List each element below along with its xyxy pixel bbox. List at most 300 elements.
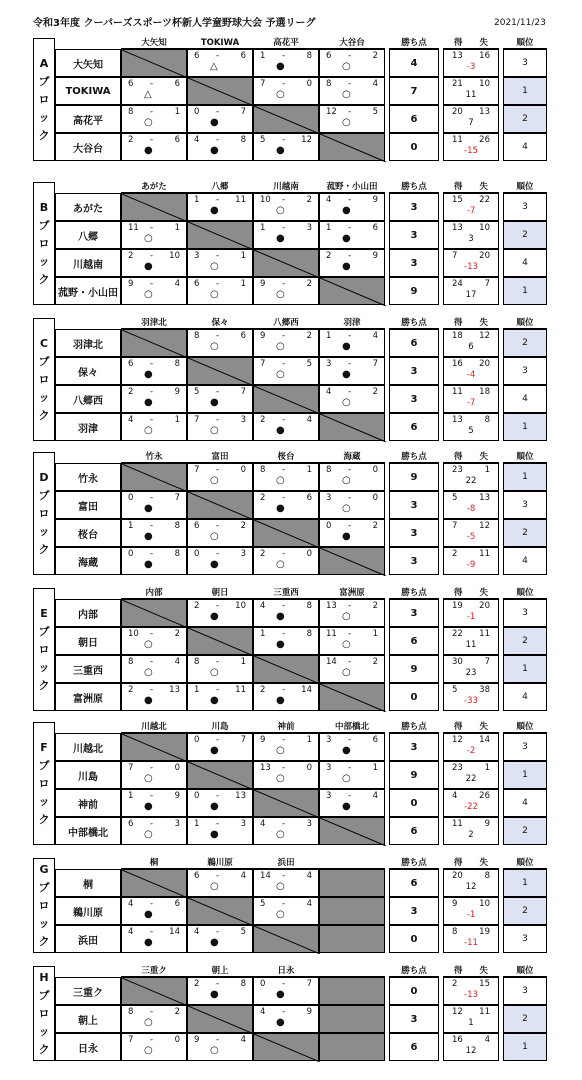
score-own: 2 xyxy=(128,251,134,261)
score-own: 1 xyxy=(128,791,134,801)
team-name: あがた xyxy=(55,193,121,221)
runs-allowed: 20 xyxy=(479,251,490,261)
self-match-cell xyxy=(319,277,385,305)
result-mark: ● xyxy=(210,745,219,756)
points-cell: 6 xyxy=(389,329,439,357)
score-dash: - xyxy=(216,387,220,397)
score-own: 0 xyxy=(128,549,134,559)
result-mark: ○ xyxy=(276,829,285,840)
points-cell: 7 xyxy=(389,77,439,105)
result-mark: △ xyxy=(144,89,152,100)
team-name: 鵜川原 xyxy=(55,897,121,925)
score-opp: 0 xyxy=(372,493,378,503)
runs-allowed: 13 xyxy=(479,107,490,117)
rank-cell: 2 xyxy=(503,1005,547,1033)
score-dash: - xyxy=(150,135,154,145)
score-own: 1 xyxy=(326,223,332,233)
gain-lose-cell xyxy=(443,1033,499,1061)
runs-allowed: 20 xyxy=(479,601,490,611)
match-score xyxy=(187,277,253,305)
result-mark: ● xyxy=(144,801,153,812)
score-dash: - xyxy=(150,657,154,667)
score-own: 7 xyxy=(260,359,266,369)
points-header: 勝ち点 xyxy=(389,966,439,977)
result-mark: ● xyxy=(210,397,219,408)
result-mark: ○ xyxy=(276,909,285,920)
score-own: 9 xyxy=(128,279,134,289)
score-dash: - xyxy=(348,601,352,611)
self-match-cell xyxy=(253,519,319,547)
result-mark: ○ xyxy=(276,341,285,352)
score-own: 0 xyxy=(128,493,134,503)
gain-lose-cell xyxy=(443,761,499,789)
score-opp: 5 xyxy=(372,107,378,117)
match-score xyxy=(319,357,385,385)
score-opp: 3 xyxy=(306,819,312,829)
score-dash: - xyxy=(348,251,352,261)
match-score xyxy=(187,683,253,711)
score-own: 6 xyxy=(194,871,200,881)
runs-scored: 20 xyxy=(452,871,463,881)
score-own: 4 xyxy=(128,415,134,425)
rank-cell: 1 xyxy=(503,655,547,683)
runs-allowed: 11 xyxy=(479,629,490,639)
score-dash: - xyxy=(282,415,286,425)
page-date: 2021/11/23 xyxy=(494,18,546,28)
runs-allowed: 8 xyxy=(484,415,490,425)
team-name: 三重ク xyxy=(55,977,121,1005)
score-dash: - xyxy=(150,107,154,117)
score-opp: 0 xyxy=(306,549,312,559)
rank-cell: 4 xyxy=(503,683,547,711)
match-score xyxy=(253,547,319,575)
block-label-char: E xyxy=(40,606,48,620)
result-mark: ● xyxy=(144,531,153,542)
match-score xyxy=(187,547,253,575)
gain-lose-cell xyxy=(443,463,499,491)
match-score xyxy=(121,249,187,277)
score-dash: - xyxy=(150,493,154,503)
match-score xyxy=(187,193,253,221)
team-name: 川越北 xyxy=(55,733,121,761)
match-score xyxy=(121,491,187,519)
match-score xyxy=(319,491,385,519)
rank-cell: 4 xyxy=(503,547,547,575)
rank-cell: 1 xyxy=(503,761,547,789)
runs-allowed: 11 xyxy=(479,1007,490,1017)
score-opp: 0 xyxy=(372,465,378,475)
league-block xyxy=(33,858,555,953)
rank-cell: 1 xyxy=(503,463,547,491)
block-label-char: ク xyxy=(38,934,50,948)
block-label-char: ロ xyxy=(38,898,50,912)
result-mark: ● xyxy=(210,937,219,948)
score-dash: - xyxy=(282,79,286,89)
score-dash: - xyxy=(348,223,352,233)
rank-cell: 3 xyxy=(503,491,547,519)
score-own: 1 xyxy=(194,685,200,695)
result-mark: ○ xyxy=(342,667,351,678)
team-name: 富田 xyxy=(55,491,121,519)
score-dash: - xyxy=(150,279,154,289)
runs-scored: 5 xyxy=(452,685,458,695)
match-score xyxy=(253,133,319,161)
run-difference: 11 xyxy=(465,90,477,100)
match-score xyxy=(253,683,319,711)
match-score xyxy=(319,519,385,547)
runs-scored: 13 xyxy=(452,223,463,233)
block-label-char: F xyxy=(40,740,48,754)
runs-scored: 13 xyxy=(452,51,463,61)
team-name: 朝日 xyxy=(55,627,121,655)
block-label-char: ク xyxy=(38,272,50,286)
score-dash: - xyxy=(348,387,352,397)
score-opp: 6 xyxy=(306,493,312,503)
league-block xyxy=(33,966,555,1061)
score-dash: - xyxy=(150,359,154,369)
result-mark: ● xyxy=(342,261,351,272)
score-opp: 6 xyxy=(174,899,180,909)
opponent-header: 高花平 xyxy=(253,38,319,49)
match-score xyxy=(253,599,319,627)
score-opp: 4 xyxy=(372,331,378,341)
score-dash: - xyxy=(216,521,220,531)
empty-cell xyxy=(319,897,385,925)
run-difference: 3 xyxy=(468,234,474,244)
result-mark: ○ xyxy=(342,611,351,622)
result-mark: ● xyxy=(144,937,153,948)
score-own: 2 xyxy=(128,685,134,695)
result-mark: ● xyxy=(276,1017,285,1028)
match-score xyxy=(187,519,253,547)
block-label-char: ッ xyxy=(38,390,50,404)
opponent-header: 羽津北 xyxy=(121,318,187,329)
score-opp: 4 xyxy=(306,871,312,881)
block-label-char: ク xyxy=(38,542,50,556)
league-block xyxy=(33,318,555,441)
score-opp: 1 xyxy=(240,279,246,289)
points-cell: 6 xyxy=(389,105,439,133)
match-score xyxy=(187,249,253,277)
gain-lose-cell xyxy=(443,683,499,711)
block-label-char: D xyxy=(39,470,49,484)
score-own: 8 xyxy=(326,79,332,89)
score-dash: - xyxy=(150,685,154,695)
score-own: 9 xyxy=(194,1035,200,1045)
score-own: 8 xyxy=(326,465,332,475)
block-label-char: ク xyxy=(38,408,50,422)
run-difference: -9 xyxy=(466,560,476,570)
run-difference: 7 xyxy=(468,118,474,128)
result-mark: ○ xyxy=(144,1017,153,1028)
match-score xyxy=(187,925,253,953)
score-own: 2 xyxy=(260,415,266,425)
run-difference: -3 xyxy=(466,62,476,72)
run-difference: -4 xyxy=(466,370,476,380)
score-own: 4 xyxy=(128,899,134,909)
gain-lose-cell xyxy=(443,249,499,277)
match-score xyxy=(253,491,319,519)
score-opp: 1 xyxy=(372,763,378,773)
score-opp: 0 xyxy=(174,763,180,773)
score-dash: - xyxy=(282,601,286,611)
rank-cell: 3 xyxy=(503,733,547,761)
score-own: 10 xyxy=(260,195,271,205)
runs-allowed: 7 xyxy=(484,279,490,289)
opponent-header: 朝日 xyxy=(187,588,253,599)
score-dash: - xyxy=(282,899,286,909)
block-label-char: ッ xyxy=(38,916,50,930)
opponent-header: 桐 xyxy=(121,858,187,869)
block-label xyxy=(33,318,55,441)
score-own: 9 xyxy=(260,735,266,745)
runs-allowed: 22 xyxy=(479,195,490,205)
block-label-char: ク xyxy=(38,812,50,826)
score-own: 3 xyxy=(326,791,332,801)
score-dash: - xyxy=(150,1035,154,1045)
block-header-row xyxy=(55,38,555,49)
gain-lose-cell xyxy=(443,925,499,953)
score-opp: 7 xyxy=(306,979,312,989)
score-opp: 4 xyxy=(372,79,378,89)
points-header: 勝ち点 xyxy=(389,182,439,193)
score-opp: 8 xyxy=(174,549,180,559)
match-score xyxy=(121,897,187,925)
score-dash: - xyxy=(348,107,352,117)
match-score xyxy=(187,733,253,761)
opponent-header: TOKIWA xyxy=(187,38,253,49)
score-dash: - xyxy=(282,465,286,475)
points-cell: 0 xyxy=(389,977,439,1005)
score-dash: - xyxy=(348,79,352,89)
score-dash: - xyxy=(282,763,286,773)
score-opp: 7 xyxy=(240,107,246,117)
score-dash: - xyxy=(348,763,352,773)
result-mark: ● xyxy=(276,145,285,156)
empty-cell xyxy=(319,1033,385,1061)
run-difference: -2 xyxy=(466,746,476,756)
block-header-row xyxy=(55,966,555,977)
score-dash: - xyxy=(216,819,220,829)
self-match-cell xyxy=(121,49,187,77)
score-own: 5 xyxy=(260,135,266,145)
score-dash: - xyxy=(282,1007,286,1017)
gain-lose-cell xyxy=(443,105,499,133)
score-dash: - xyxy=(150,927,154,937)
points-cell: 9 xyxy=(389,277,439,305)
score-own: 2 xyxy=(260,549,266,559)
score-own: 3 xyxy=(326,735,332,745)
runs-scored: 7 xyxy=(452,521,458,531)
block-label-char: ロ xyxy=(38,236,50,250)
result-mark: ○ xyxy=(276,89,285,100)
score-opp: 3 xyxy=(240,549,246,559)
rank-cell: 3 xyxy=(503,49,547,77)
result-mark: ○ xyxy=(342,475,351,486)
score-own: 4 xyxy=(194,927,200,937)
result-mark: ○ xyxy=(210,881,219,892)
team-name: 川越南 xyxy=(55,249,121,277)
rank-cell: 3 xyxy=(503,193,547,221)
gain-lose-header xyxy=(443,318,499,329)
result-mark: ○ xyxy=(210,425,219,436)
score-own: 8 xyxy=(260,465,266,475)
score-dash: - xyxy=(216,1035,220,1045)
score-opp: 10 xyxy=(169,251,180,261)
result-mark: ○ xyxy=(276,475,285,486)
score-opp: 10 xyxy=(235,601,246,611)
self-match-cell xyxy=(319,817,385,845)
gain-header: 得 xyxy=(453,588,463,598)
match-score xyxy=(253,897,319,925)
team-name: TOKIWA xyxy=(55,77,121,105)
block-label-char: ブ xyxy=(38,354,50,368)
run-difference: 2 xyxy=(468,830,474,840)
score-dash: - xyxy=(150,629,154,639)
score-opp: 6 xyxy=(240,331,246,341)
result-mark: ● xyxy=(342,745,351,756)
team-name: 羽津北 xyxy=(55,329,121,357)
score-opp: 1 xyxy=(174,107,180,117)
score-dash: - xyxy=(150,899,154,909)
score-dash: - xyxy=(150,415,154,425)
score-own: 4 xyxy=(260,1007,266,1017)
score-dash: - xyxy=(282,331,286,341)
match-score xyxy=(187,385,253,413)
block-header-row xyxy=(55,858,555,869)
run-difference: 1 xyxy=(468,1018,474,1028)
match-score xyxy=(187,413,253,441)
score-opp: 1 xyxy=(306,735,312,745)
score-opp: 4 xyxy=(240,871,246,881)
score-opp: 1 xyxy=(306,465,312,475)
team-name: 海蔵 xyxy=(55,547,121,575)
result-mark: ● xyxy=(342,205,351,216)
run-difference: 5 xyxy=(468,426,474,436)
score-opp: 5 xyxy=(240,927,246,937)
match-score xyxy=(187,655,253,683)
score-own: 7 xyxy=(128,763,134,773)
score-opp: 4 xyxy=(174,279,180,289)
block-header-row xyxy=(55,318,555,329)
league-block xyxy=(33,38,555,161)
result-mark: ● xyxy=(276,695,285,706)
result-mark: ○ xyxy=(144,233,153,244)
self-match-cell xyxy=(253,655,319,683)
score-own: 7 xyxy=(194,415,200,425)
runs-scored: 8 xyxy=(452,927,458,937)
points-cell: 6 xyxy=(389,869,439,897)
result-mark: ● xyxy=(210,989,219,1000)
match-score xyxy=(187,977,253,1005)
score-dash: - xyxy=(282,685,286,695)
block-header-row xyxy=(55,588,555,599)
empty-header xyxy=(319,966,385,977)
score-dash: - xyxy=(348,359,352,369)
score-own: 2 xyxy=(194,601,200,611)
score-own: 4 xyxy=(326,387,332,397)
runs-allowed: 18 xyxy=(479,387,490,397)
runs-allowed: 9 xyxy=(484,819,490,829)
team-name: 高花平 xyxy=(55,105,121,133)
match-score xyxy=(253,1005,319,1033)
lose-header: 失 xyxy=(479,452,489,462)
runs-allowed: 13 xyxy=(479,493,490,503)
run-difference: -13 xyxy=(464,262,478,272)
run-difference: 17 xyxy=(465,290,477,300)
runs-scored: 4 xyxy=(452,791,458,801)
score-opp: 1 xyxy=(174,415,180,425)
gain-header: 得 xyxy=(453,38,463,48)
run-difference: 12 xyxy=(465,1046,477,1056)
score-dash: - xyxy=(282,51,286,61)
gain-lose-cell xyxy=(443,133,499,161)
score-own: 1 xyxy=(128,521,134,531)
team-name: 八郷 xyxy=(55,221,121,249)
match-score xyxy=(121,385,187,413)
run-difference: 6 xyxy=(468,342,474,352)
result-mark: ○ xyxy=(342,89,351,100)
opponent-header: 大矢知 xyxy=(121,38,187,49)
score-opp: 2 xyxy=(372,387,378,397)
score-opp: 0 xyxy=(174,1035,180,1045)
score-dash: - xyxy=(348,51,352,61)
points-cell: 3 xyxy=(389,897,439,925)
runs-allowed: 12 xyxy=(479,331,490,341)
score-own: 5 xyxy=(260,899,266,909)
points-cell: 6 xyxy=(389,817,439,845)
self-match-cell xyxy=(253,105,319,133)
empty-cell xyxy=(319,1005,385,1033)
page-title: 令和3年度 クーパーズスポーツ杯新人学童野球大会 予選リーグ xyxy=(33,18,316,29)
block-label-char: ッ xyxy=(38,660,50,674)
runs-allowed: 20 xyxy=(479,359,490,369)
result-mark: ○ xyxy=(276,881,285,892)
score-opp: 2 xyxy=(174,1007,180,1017)
empty-header xyxy=(319,858,385,869)
rank-cell: 2 xyxy=(503,329,547,357)
score-opp: 6 xyxy=(240,51,246,61)
score-dash: - xyxy=(216,331,220,341)
result-mark: ● xyxy=(210,117,219,128)
match-score xyxy=(253,357,319,385)
points-cell: 3 xyxy=(389,221,439,249)
result-mark: ○ xyxy=(276,559,285,570)
result-mark: ○ xyxy=(210,289,219,300)
score-dash: - xyxy=(216,195,220,205)
match-score xyxy=(187,49,253,77)
runs-allowed: 19 xyxy=(479,927,490,937)
result-mark: ○ xyxy=(144,1045,153,1056)
rank-header: 順位 xyxy=(503,588,547,599)
match-score xyxy=(253,193,319,221)
match-score xyxy=(253,221,319,249)
points-cell: 0 xyxy=(389,925,439,953)
empty-cell xyxy=(319,869,385,897)
opponent-header: 三重ク xyxy=(121,966,187,977)
score-opp: 8 xyxy=(240,979,246,989)
result-mark: ● xyxy=(342,531,351,542)
gain-lose-cell xyxy=(443,869,499,897)
block-label xyxy=(33,588,55,711)
score-dash: - xyxy=(348,493,352,503)
self-match-cell xyxy=(319,547,385,575)
runs-scored: 21 xyxy=(452,79,463,89)
points-cell: 3 xyxy=(389,547,439,575)
score-opp: 8 xyxy=(306,51,312,61)
runs-scored: 22 xyxy=(452,629,463,639)
runs-scored: 5 xyxy=(452,493,458,503)
